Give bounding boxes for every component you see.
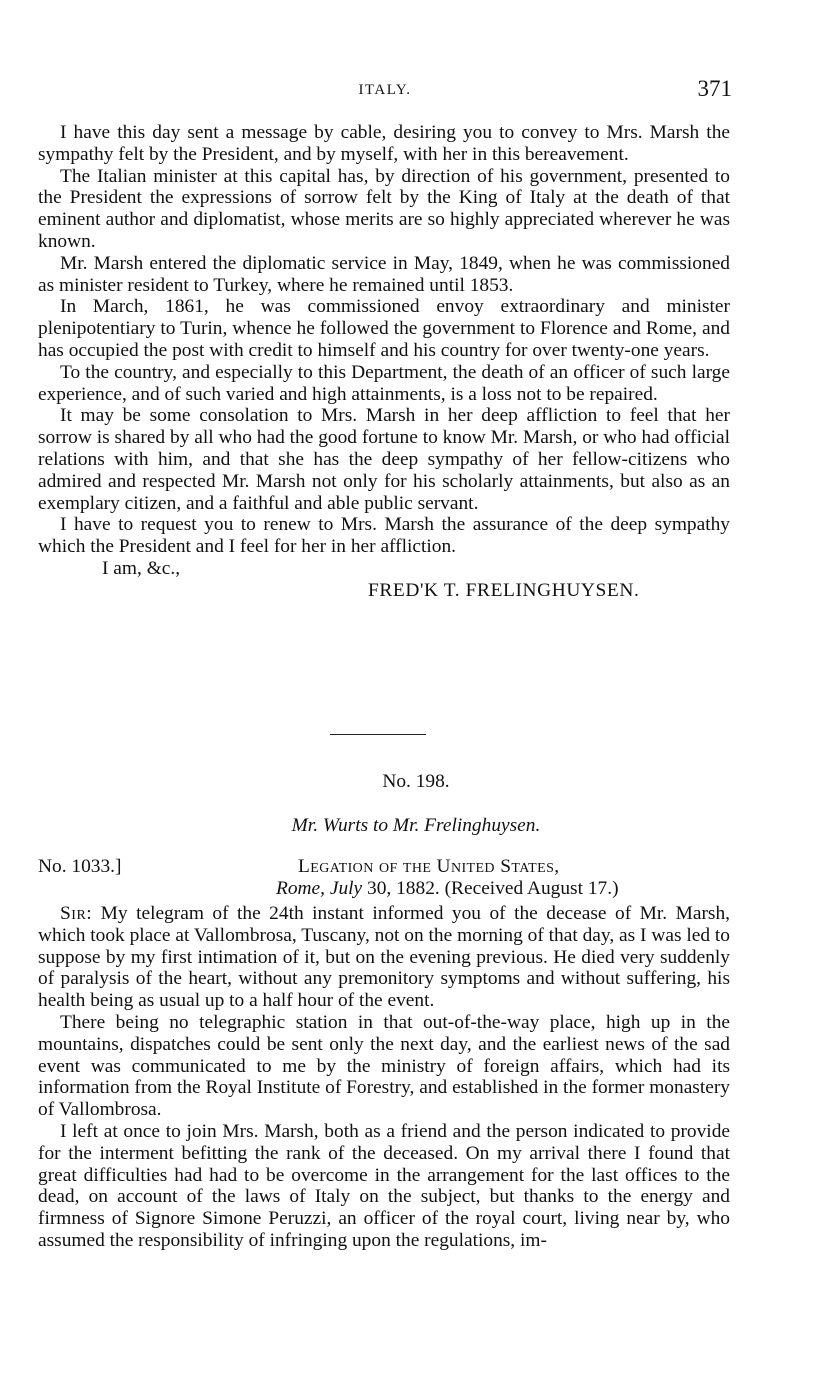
dispatch-number: No. 1033.] bbox=[38, 856, 122, 877]
document-heading: Mr. Wurts to Mr. Frelinghuysen. bbox=[291, 815, 541, 836]
paragraph: I have to request you to renew to Mrs. Marsh the assurance of the deep sympathy which the President and I feel for her in her affliction. bbox=[38, 514, 730, 558]
document-number: No. 198. bbox=[382, 771, 450, 792]
paragraph: In March, 1861, he was commissioned envoy extraordinary and minister plenipotentiary to Turin, whence he followed the government to Florence and Rome, and has occupied the post with credit to himself and his country for over twenty-one years. bbox=[38, 296, 730, 361]
paragraph: I left at once to join Mrs. Marsh, both as a friend and the person indicated to provide for the interment befitting the rank of the deceased. On my arrival there I found that great difficulties had had to be overcome in the arrangement for the last offices to the dead, on account of the laws of Italy on the subject, but thanks to the energy and firmness of Signore Simone Peruzzi, an officer of the royal court, living near by, who assumed the responsibility of infringing upon the regulations, im- bbox=[38, 1120, 730, 1251]
dispatch-body bbox=[38, 903, 730, 1252]
section-divider bbox=[330, 734, 426, 735]
place: Rome, bbox=[276, 878, 325, 899]
paragraph bbox=[38, 903, 730, 1012]
page-header bbox=[38, 76, 732, 108]
letter-body bbox=[38, 122, 730, 602]
paragraph: To the country, and especially to this Department, the death of an officer of such large experience, and of such varied and high attainments, is a loss not to be repaired. bbox=[38, 361, 730, 405]
running-head: ITALY. bbox=[358, 82, 412, 98]
paragraph: The Italian minister at this capital has, by direction of his government, presented to the President the expressions of sorrow felt by the King of Italy at the death of that eminent author and diplomatist, whose merits are so highly appreciated wherever he was known. bbox=[38, 165, 730, 252]
salutation: Sir: bbox=[60, 903, 93, 924]
paragraph: It may be some consolation to Mrs. Marsh in her deep affliction to feel that her sorrow is shared by all who had the good fortune to know Mr. Marsh, or who had official relations with him, and that she has the deep sympathy of her fellow-citizens who admired and respected Mr. Marsh not only for his scholarly attainments, but also as an exemplary citizen, and a faithful and able public servant. bbox=[38, 405, 730, 514]
date-month: July bbox=[329, 878, 363, 899]
paragraph-text: My telegram of the 24th instant informed you of the decease of Mr. Marsh, which took place at Vallombrosa, Tuscany, not on the morning of that day, as I was led to suppose by my first intimation of it, but on the evening previous. He died very suddenly of paralysis of the heart, without any premonitory symptoms and without suffering, his health being as usual up to a half hour of the event. bbox=[38, 903, 730, 1012]
page-number: 371 bbox=[697, 76, 732, 101]
dateline bbox=[276, 878, 619, 900]
closing: I am, &c., bbox=[102, 557, 181, 579]
received-note: (Received August 17.) bbox=[444, 878, 619, 899]
paragraph: I have this day sent a message by cable, desiring you to convey to Mrs. Marsh the sympathy felt by the President, and by myself, with her in this bereavement. bbox=[38, 122, 730, 165]
date-rest: 30, 1882. bbox=[367, 878, 440, 899]
paragraph: Mr. Marsh entered the diplomatic service in May, 1849, when he was commissioned as minister resident to Turkey, where he remained until 1853. bbox=[38, 252, 730, 296]
legation-header: Legation of the United States, bbox=[298, 856, 560, 877]
paragraph: There being no telegraphic station in that out-of-the-way place, high up in the mountains, dispatches could be sent only the next day, and the earliest news of the sad event was communicated to me by the ministry of foreign affairs, which had its information from the Royal Institute of Forestry, and established in the former monastery of Vallombrosa. bbox=[38, 1011, 730, 1121]
signature: FRED'K T. FRELINGHUYSEN. bbox=[368, 579, 640, 601]
